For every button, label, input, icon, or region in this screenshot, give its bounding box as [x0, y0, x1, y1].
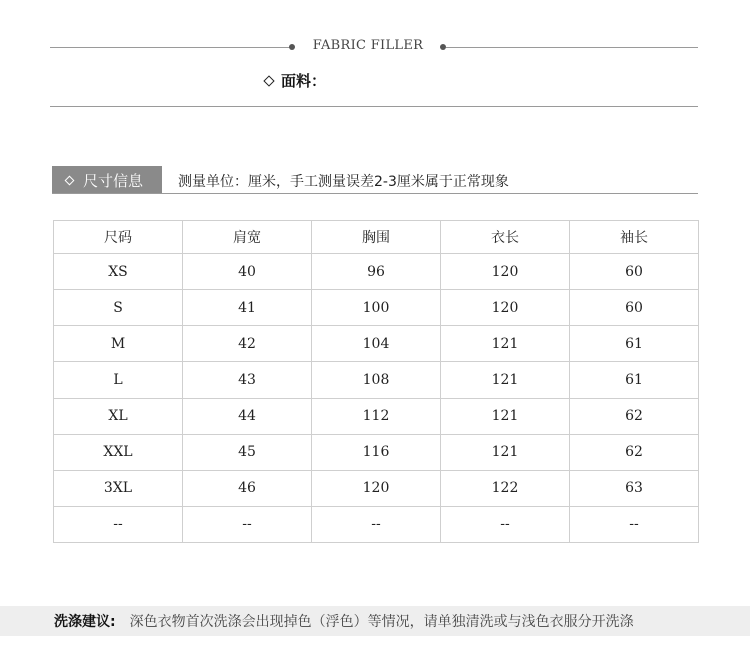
table-cell: -- [570, 506, 699, 542]
fabric-bottom-divider [50, 106, 698, 107]
table-cell: 63 [570, 470, 699, 506]
table-cell: 43 [183, 362, 312, 398]
table-cell: M [54, 326, 183, 362]
table-cell: L [54, 362, 183, 398]
table-cell: 60 [570, 254, 699, 290]
table-cell: 116 [312, 434, 441, 470]
fabric-divider-left [50, 47, 290, 48]
fabric-divider-right [446, 47, 698, 48]
fabric-label-row [262, 70, 326, 91]
header-chest: 胸围 [312, 221, 441, 254]
table-cell: 42 [183, 326, 312, 362]
table-cell: S [54, 290, 183, 326]
table-row [54, 254, 699, 290]
fabric-label: 面料： [281, 72, 327, 90]
table-cell: 96 [312, 254, 441, 290]
table-cell: -- [312, 506, 441, 542]
table-cell: 112 [312, 398, 441, 434]
fabric-dot-left [289, 44, 295, 50]
table-cell: 122 [441, 470, 570, 506]
table-cell: 60 [570, 290, 699, 326]
table-row [54, 434, 699, 470]
table-row [54, 470, 699, 506]
header-sleeve: 袖长 [570, 221, 699, 254]
table-cell: 41 [183, 290, 312, 326]
table-cell: XS [54, 254, 183, 290]
table-cell: 45 [183, 434, 312, 470]
table-cell: 44 [183, 398, 312, 434]
table-row [54, 506, 699, 542]
wash-advice-bar [0, 606, 750, 636]
table-cell: 40 [183, 254, 312, 290]
table-cell: -- [441, 506, 570, 542]
table-row [54, 326, 699, 362]
size-table [53, 220, 699, 543]
table-cell: 121 [441, 326, 570, 362]
table-cell: -- [54, 506, 183, 542]
header-length: 衣长 [441, 221, 570, 254]
table-cell: 61 [570, 326, 699, 362]
header-shoulder: 肩宽 [183, 221, 312, 254]
wash-advice-label: 洗涤建议: [54, 614, 116, 630]
table-cell: XL [54, 398, 183, 434]
table-cell: XXL [54, 434, 183, 470]
table-cell: 62 [570, 434, 699, 470]
size-info-tag [52, 166, 162, 194]
size-info-divider [52, 193, 698, 194]
table-cell: 62 [570, 398, 699, 434]
table-cell: 120 [441, 254, 570, 290]
size-info-title: 尺寸信息 [83, 171, 144, 190]
table-cell: 120 [441, 290, 570, 326]
table-cell: 121 [441, 398, 570, 434]
measurement-note: 测量单位：厘米，手工测量误差2-3厘米属于正常现象 [178, 174, 509, 190]
diamond-icon [65, 175, 75, 185]
table-cell: 120 [312, 470, 441, 506]
table-row [54, 398, 699, 434]
table-header-row [54, 221, 699, 254]
table-cell: 108 [312, 362, 441, 398]
table-cell: 61 [570, 362, 699, 398]
fabric-section-title: FABRIC FILLER [312, 38, 424, 53]
header-size: 尺码 [54, 221, 183, 254]
table-row [54, 362, 699, 398]
table-cell: 3XL [54, 470, 183, 506]
diamond-icon [263, 75, 274, 86]
table-cell: 104 [312, 326, 441, 362]
table-cell: 46 [183, 470, 312, 506]
table-row [54, 290, 699, 326]
table-cell: 121 [441, 362, 570, 398]
wash-advice-text: 深色衣物首次洗涤会出现掉色（浮色）等情况，请单独清洗或与浅色衣服分开洗涤 [129, 614, 634, 630]
table-cell: 100 [312, 290, 441, 326]
table-cell: 121 [441, 434, 570, 470]
table-cell: -- [183, 506, 312, 542]
